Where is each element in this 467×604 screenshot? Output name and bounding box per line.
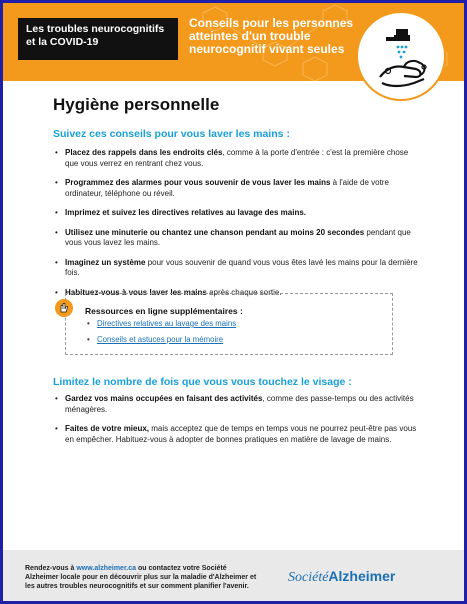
list-item: • Gardez vos mains occupées en faisant des activités, comme des passe-temps ou des activités ménagères.	[53, 394, 423, 415]
footer-text: Rendez-vous à www.alzheimer.ca ou contactez votre Société Alzheimer locale pour en découvrir plus sur la maladie d'Alzheimer et les autres troubles neurocognitifs et sur comment planifier l'avenir.	[25, 565, 257, 590]
section-heading-handwashing: Suivez ces conseils pour vous laver les mains :	[53, 128, 290, 140]
handwashing-tips-list	[53, 148, 423, 307]
link-memory-tips[interactable]: • Conseils et astuces pour la mémoire	[87, 335, 377, 344]
alzheimer-website-link[interactable]: www.alzheimer.ca	[76, 565, 137, 572]
page-title: Hygiène personnelle	[53, 95, 220, 114]
societe-alzheimer-logo: SociétéAlzheimer	[288, 568, 396, 585]
series-label: Les troubles neurocognitifs et la COVID-19	[18, 18, 178, 60]
resources-links	[87, 319, 377, 351]
resources-title: Ressources en ligne supplémentaires :	[85, 306, 243, 316]
list-item: • Placez des rappels dans les endroits clés, comme à la porte d'entrée : c'est la première chose que vous verrez en rentrant chez vous.	[53, 148, 423, 169]
handwashing-icon	[356, 11, 446, 101]
hand-pointer-icon	[55, 299, 73, 317]
list-item: • Utilisez une minuterie ou chantez une chanson pendant au moins 20 secondes pendant que vous vous lavez les mains.	[53, 228, 423, 249]
list-item: • Imaginez un système pour vous souvenir de quand vous vous êtes lavé les mains pour la dernière fois.	[53, 258, 423, 279]
face-touching-tips-list	[53, 394, 423, 454]
list-item: • Programmez des alarmes pour vous souvenir de vous laver les mains à l'aide de votre ordinateur, téléphone ou réveil.	[53, 178, 423, 199]
header-title: Conseils pour les personnes atteintes d'un trouble neurocognitif vivant seules	[189, 16, 354, 56]
list-item: • Imprimez et suivez les directives relatives au lavage des mains.	[53, 208, 423, 219]
list-item: • Habituez-vous à vous laver les mains après chaque sortie.	[53, 288, 423, 299]
link-handwashing-guidelines[interactable]: • Directives relatives au lavage des mains	[87, 319, 377, 328]
section-heading-face-touching: Limitez le nombre de fois que vous vous touchez le visage :	[53, 376, 352, 388]
footer	[3, 550, 464, 604]
list-item: • Faites de votre mieux, mais acceptez que de temps en temps vous ne pourrez peut-être pas vous en empêcher. Habituez-vous à adopter de bonnes pratiques en matière de lavage de mains.	[53, 424, 423, 445]
